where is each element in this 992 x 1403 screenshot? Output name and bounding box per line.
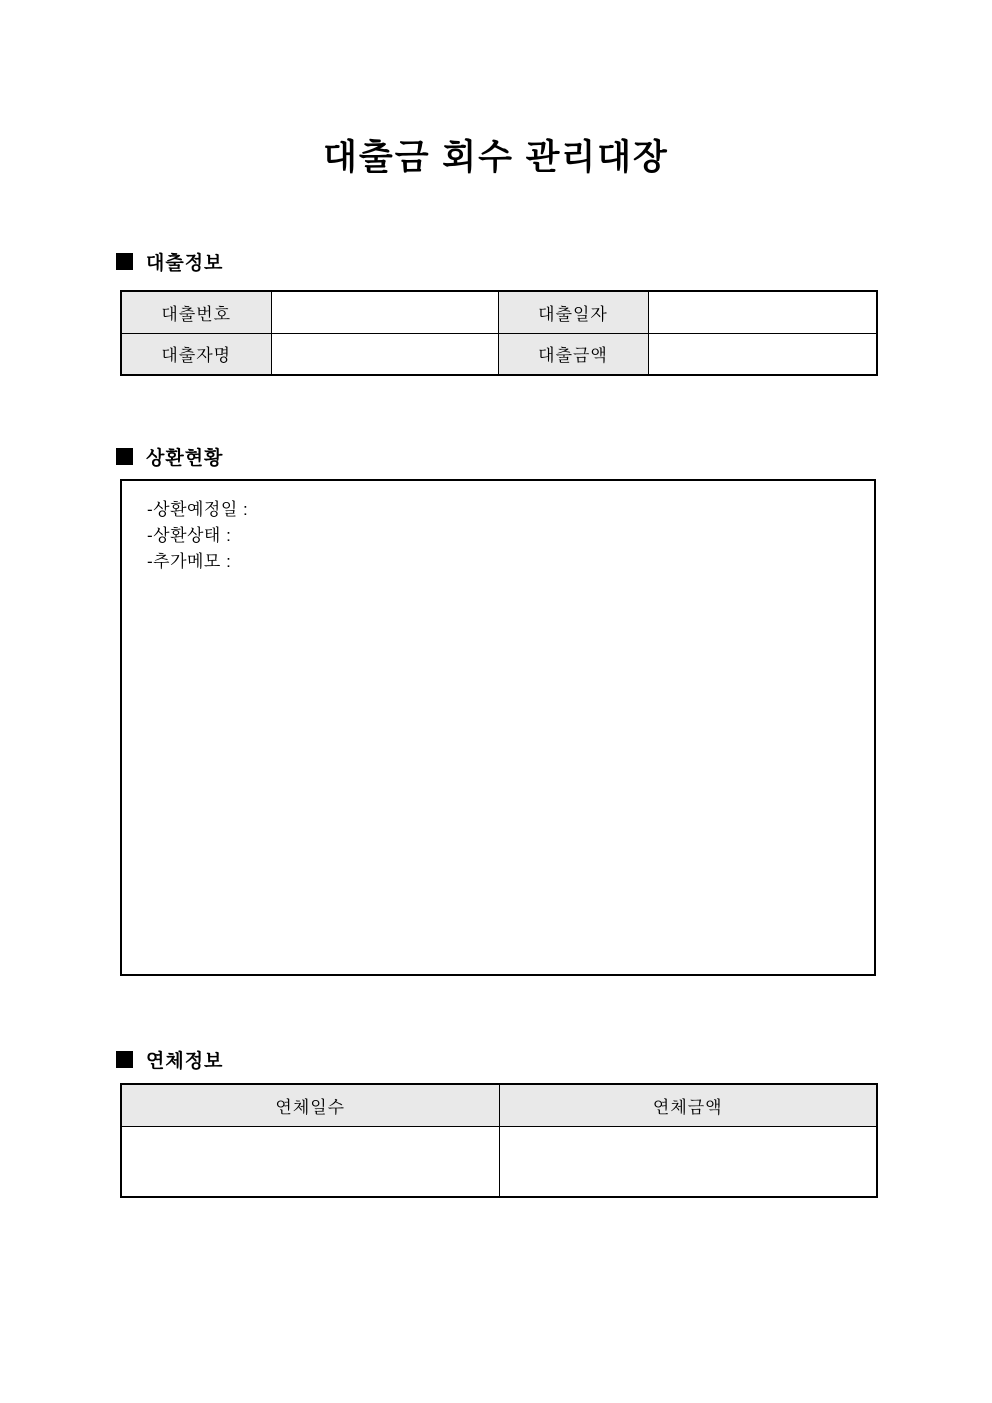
overdue-days-value[interactable]	[121, 1126, 499, 1197]
section-bullet-icon	[116, 253, 133, 270]
section-label-overdue-info: 연체정보	[146, 1051, 224, 1072]
section-heading-repayment-status	[116, 443, 223, 470]
section-heading-loan-info	[116, 248, 223, 275]
loan-amount-value[interactable]	[648, 333, 877, 375]
section-heading-overdue-info	[116, 1046, 223, 1073]
loan-amount-label: 대출금액	[498, 333, 648, 375]
table-header-row	[121, 1084, 877, 1126]
section-label-repayment-status: 상환현황	[146, 448, 224, 469]
section-label-loan-info: 대출정보	[146, 253, 224, 274]
loan-info-table	[120, 290, 878, 376]
section-bullet-icon	[116, 1051, 133, 1068]
repayment-state-line: -상환상태 :	[147, 526, 232, 545]
additional-memo-line: -추가메모 :	[147, 552, 232, 571]
loan-date-label: 대출일자	[498, 291, 648, 333]
repayment-due-date-line: -상환예정일 :	[147, 500, 249, 519]
table-row	[121, 291, 877, 333]
table-row	[121, 1126, 877, 1197]
overdue-info-table	[120, 1083, 878, 1198]
borrower-name-value[interactable]	[271, 333, 498, 375]
overdue-days-header: 연체일수	[121, 1084, 499, 1126]
section-bullet-icon	[116, 448, 133, 465]
table-row	[121, 333, 877, 375]
repayment-status-box[interactable]	[120, 479, 876, 976]
overdue-amount-value[interactable]	[499, 1126, 877, 1197]
loan-number-value[interactable]	[271, 291, 498, 333]
loan-date-value[interactable]	[648, 291, 877, 333]
page-title: 대출금 회수 관리대장	[323, 138, 669, 177]
borrower-name-label: 대출자명	[121, 333, 271, 375]
overdue-amount-header: 연체금액	[499, 1084, 877, 1126]
loan-number-label: 대출번호	[121, 291, 271, 333]
